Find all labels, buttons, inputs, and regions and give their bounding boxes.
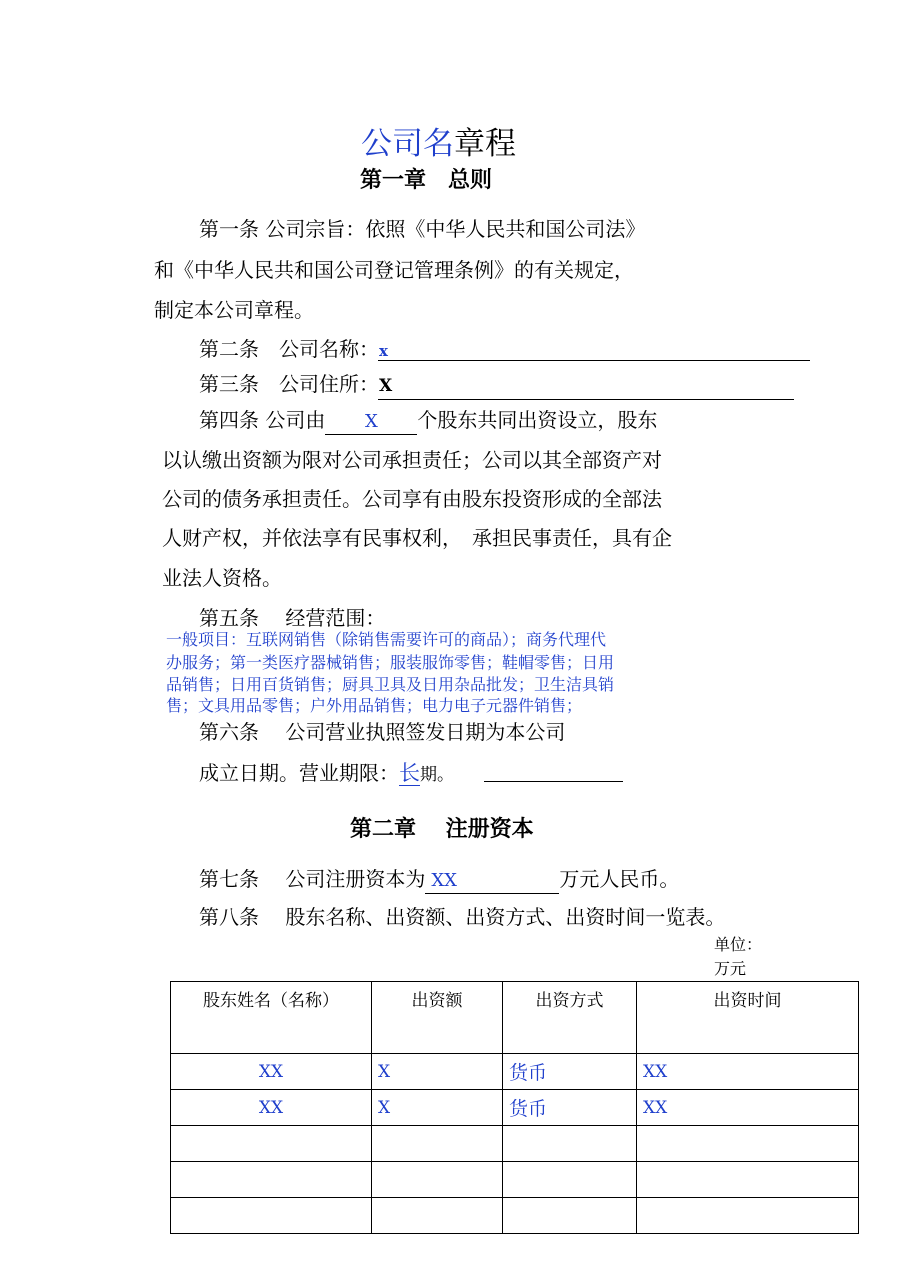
- cell-contribution-amount: [372, 1162, 503, 1198]
- title-suffix: 章程: [454, 126, 516, 162]
- cell-shareholder-name: [171, 1198, 372, 1234]
- article-3-value: X: [379, 376, 393, 396]
- cell-contribution-amount: X: [372, 1054, 503, 1090]
- cell-contribution-time: [637, 1126, 859, 1162]
- table-row: [171, 1126, 859, 1162]
- article-4-line-1: [199, 408, 657, 435]
- business-scope-line-1: 一般项目：互联网销售（除销售需要许可的商品）；商务代理代: [166, 630, 607, 649]
- article-4-prefix: 第四条 公司由: [199, 408, 326, 432]
- cell-contribution-method: 货币: [503, 1054, 637, 1090]
- unit-value: 万元: [714, 959, 747, 978]
- article-5-label: 第五条 经营范围：: [199, 606, 386, 630]
- article-4-line-4: 人财产权，并依法享有民事权利， 承担民事责任，具有企: [162, 526, 672, 550]
- article-4-count: X: [325, 410, 417, 435]
- article-4-suffix: 个股东共同出资设立，股东: [417, 408, 658, 432]
- article-2-underline: [378, 360, 810, 361]
- cell-contribution-amount: [372, 1126, 503, 1162]
- document-title: [361, 124, 516, 164]
- header-contribution-amount: 出资额: [372, 982, 503, 1054]
- business-scope-line-4: 售；文具用品零售；户外用品销售；电力电子元器件销售；: [166, 696, 583, 715]
- header-contribution-method: 出资方式: [503, 982, 637, 1054]
- cell-shareholder-name: [171, 1126, 372, 1162]
- cell-contribution-time: XX: [637, 1054, 859, 1090]
- cell-contribution-time: XX: [637, 1090, 859, 1126]
- article-3-label: 第三条 公司住所：: [199, 372, 379, 396]
- article-6-line-1: 第六条 公司营业执照签发日期为本公司: [199, 720, 566, 744]
- business-scope-line-3: 品销售；日用百货销售；厨具卫具及日用杂品批发；卫生洁具销: [166, 675, 615, 694]
- shareholder-table: [170, 981, 859, 1234]
- table-row: [171, 1162, 859, 1198]
- cell-contribution-time: [637, 1162, 859, 1198]
- chapter-1-heading: 第一章 总则: [360, 168, 493, 193]
- company-name: 公司名: [361, 126, 454, 162]
- article-6-underline: [484, 781, 623, 782]
- article-6-prefix: 成立日期。营业期限：: [199, 761, 399, 785]
- cell-contribution-time: [637, 1198, 859, 1234]
- header-shareholder-name: 股东姓名（名称）: [171, 982, 372, 1054]
- article-1-line-1: 第一条 公司宗旨：依照《中华人民共和国公司法》: [199, 217, 646, 241]
- article-3: [199, 372, 392, 398]
- cell-shareholder-name: XX: [171, 1090, 372, 1126]
- article-4-line-5: 业法人资格。: [162, 566, 282, 590]
- article-1-line-3: 制定本公司章程。: [154, 298, 314, 322]
- article-8: 第八条 股东名称、出资额、出资方式、出资时间一览表。: [199, 905, 726, 929]
- article-2-value: x: [379, 342, 388, 360]
- article-7-prefix: 第七条 公司注册资本为: [199, 867, 426, 891]
- table-row: [171, 1198, 859, 1234]
- business-term-value: 长: [399, 761, 420, 785]
- article-3-underline: [378, 399, 794, 400]
- cell-shareholder-name: [171, 1162, 372, 1198]
- business-scope-line-2: 办服务；第一类医疗器械销售；服装服饰零售；鞋帽零售；日用: [166, 653, 615, 672]
- table-row: [171, 1054, 859, 1090]
- article-4-line-2: 以认缴出资额为限对公司承担责任；公司以其全部资产对: [162, 448, 662, 472]
- cell-contribution-method: [503, 1162, 637, 1198]
- cell-contribution-method: [503, 1198, 637, 1234]
- cell-contribution-method: 货币: [503, 1090, 637, 1126]
- cell-contribution-method: [503, 1126, 637, 1162]
- header-contribution-time: 出资时间: [637, 982, 859, 1054]
- article-7: [199, 867, 679, 894]
- registered-capital-value: XX: [425, 869, 559, 894]
- article-6-suffix: 期。: [420, 765, 454, 785]
- cell-contribution-amount: X: [372, 1090, 503, 1126]
- article-6-line-2: [199, 761, 454, 787]
- article-1-line-2: 和《中华人民共和国公司登记管理条例》的有关规定，: [154, 258, 634, 282]
- cell-shareholder-name: XX: [171, 1054, 372, 1090]
- unit-label: 单位：: [714, 935, 763, 954]
- article-2-label: 第二条 公司名称：: [199, 337, 379, 361]
- table-header-row: [171, 982, 859, 1054]
- article-2: [199, 337, 388, 363]
- cell-contribution-amount: [372, 1198, 503, 1234]
- chapter-2-heading: 第二章 注册资本: [350, 817, 534, 842]
- article-4-line-3: 公司的债务承担责任。公司享有由股东投资形成的全部法: [162, 487, 662, 511]
- table-row: [171, 1090, 859, 1126]
- article-7-suffix: 万元人民币。: [559, 867, 680, 891]
